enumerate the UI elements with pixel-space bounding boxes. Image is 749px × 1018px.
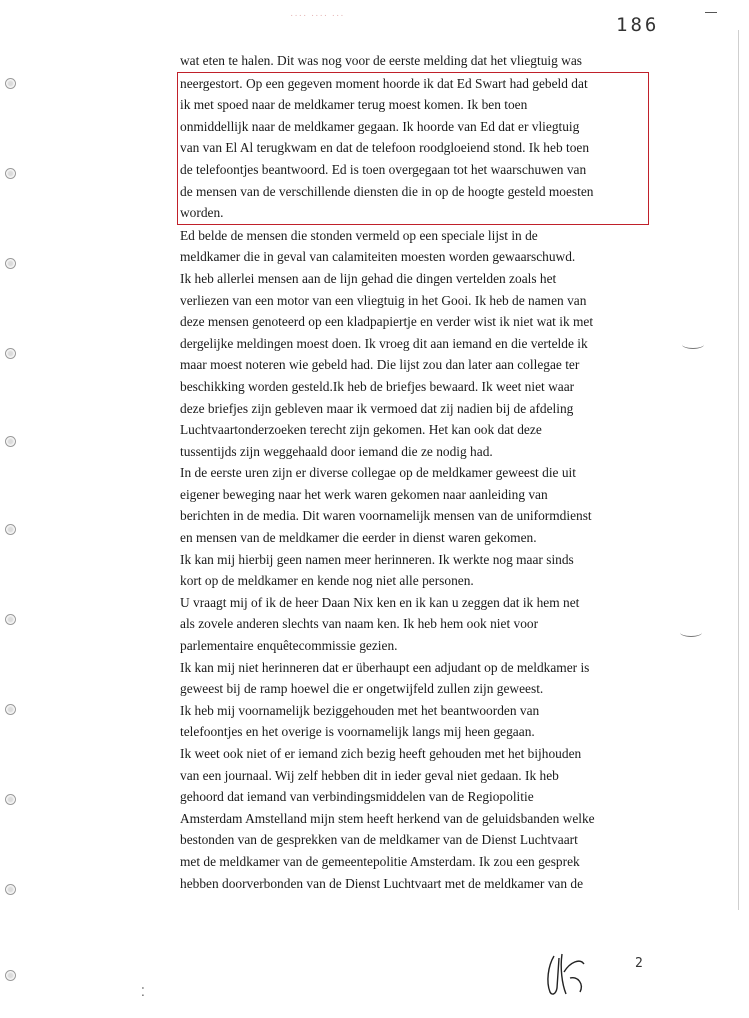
text-line: gehoord dat iemand van verbindingsmiddelen van de Regiopolitie <box>180 789 534 805</box>
statement-text <box>180 50 648 894</box>
red-highlight-box <box>177 72 649 225</box>
text-line: maar moest noteren wie gebeld had. Die lijst zou dan later aan collegae ter <box>180 357 580 373</box>
margin-mark <box>682 340 704 349</box>
binder-hole-icon <box>5 704 16 715</box>
text-line: Ik heb allerlei mensen aan de lijn gehad die dingen vertelden zoals het <box>180 270 557 286</box>
text-line: Ik heb mij voornamelijk beziggehouden met het beantwoorden van <box>180 702 540 718</box>
text-line: dergelijke meldingen moest doen. Ik vroeg dit aan iemand en die vertelde ik <box>180 335 588 351</box>
text-line: Ik weet ook niet of er iemand zich bezig heeft gehouden met het bijhouden <box>180 746 582 761</box>
text-line: parlementaire enquêtecommissie gezien. <box>180 638 398 654</box>
faint-header-mark: ˙˙˙˙ ˙˙˙˙ ˙˙˙ <box>290 14 345 25</box>
text-line: onmiddellijk naar de meldkamer gegaan. Ik hoorde van Ed dat er vliegtuig <box>180 118 580 134</box>
text-line: geweest bij de ramp hoewel die er ongetwijfeld zullen zijn geweest. <box>180 681 544 697</box>
text-line: eigener beweging naar het werk waren gekomen naar aanleiding van <box>180 486 548 502</box>
text-line: tussentijds zijn weggehaald door iemand die ze nodig had. <box>180 443 493 459</box>
binder-hole-icon <box>5 970 16 981</box>
text-line: ik met spoed naar de meldkamer terug moest komen. Ik ben toen <box>180 97 528 113</box>
text-line: wat eten te halen. Dit was nog voor de eerste melding dat het vliegtuig was <box>180 53 582 68</box>
text-line: meldkamer die in geval van calamiteiten moesten worden gewaarschuwd. <box>180 249 576 265</box>
binder-hole-icon <box>5 78 16 89</box>
text-line: beschikking worden gesteld.Ik heb de briefjes bewaard. Ik weet niet waar <box>180 378 575 394</box>
text-line: Luchtvaartonderzoeken terecht zijn gekomen. Het kan ook dat deze <box>180 422 542 438</box>
margin-mark <box>680 628 702 637</box>
page-number: 186 <box>616 14 660 36</box>
binder-hole-icon <box>5 168 16 179</box>
text-line: berichten in de media. Dit waren voornamelijk mensen van de uniformdienst <box>180 508 592 524</box>
text-line: de telefoontjes beantwoord. Ed is toen overgegaan tot het waarschuwen van <box>180 161 587 177</box>
scan-speck: ⁚ <box>141 985 145 999</box>
scan-edge-line <box>738 30 739 910</box>
text-line: verliezen van een motor van een vliegtuig in het Gooi. Ik heb de namen van <box>180 292 587 308</box>
text-line: Ed belde de mensen die stonden vermeld op een speciale lijst in de <box>180 227 538 243</box>
text-line: de mensen van de verschillende diensten die in op de hoogte gesteld moesten <box>180 183 594 199</box>
binder-hole-icon <box>5 614 16 625</box>
text-line: Ik kan mij hierbij geen namen meer herinneren. Ik werkte nog maar sinds <box>180 551 574 567</box>
footer-page-number: 2 <box>635 956 643 971</box>
binder-hole-icon <box>5 884 16 895</box>
text-line: van een journaal. Wij zelf hebben dit in ieder geval niet gedaan. Ik heb <box>180 767 559 783</box>
text-line: U vraagt mij of ik de heer Daan Nix ken en ik kan u zeggen dat ik hem net <box>180 594 580 610</box>
handwritten-initials-icon <box>540 948 610 1005</box>
text-line: deze briefjes zijn gebleven maar ik vermoed dat zij nadien bij de afdeling <box>180 400 574 416</box>
text-line: Ik kan mij niet herinneren dat er überhaupt een adjudant op de meldkamer is <box>180 659 590 675</box>
binder-hole-icon <box>5 258 16 269</box>
text-line: deze mensen genoteerd op een kladpapiertje en verder wist ik niet wat ik met <box>180 314 594 330</box>
binder-hole-icon <box>5 348 16 359</box>
text-line: kort op de meldkamer en kende nog niet alle personen. <box>180 573 474 589</box>
text-line: neergestort. Op een gegeven moment hoorde ik dat Ed Swart had gebeld dat <box>180 75 588 91</box>
text-line: met de meldkamer van de gemeentepolitie Amsterdam. Ik zou een gesprek <box>180 853 580 869</box>
text-line: telefoontjes en het overige is voornamelijk langs mij heen gegaan. <box>180 724 535 740</box>
binder-hole-icon <box>5 436 16 447</box>
scan-dash <box>705 12 717 13</box>
binder-hole-icon <box>5 524 16 535</box>
text-line: In de eerste uren zijn er diverse collegae op de meldkamer geweest die uit <box>180 465 576 481</box>
text-line: hebben doorverbonden van de Dienst Luchtvaart met de meldkamer van de <box>180 875 584 891</box>
text-line: bestonden van de gesprekken van de meldkamer van de Dienst Luchtvaart <box>180 832 578 848</box>
text-line: van van El Al terugkwam en dat de telefoon roodgloeiend stond. Ik heb toen <box>180 140 590 156</box>
binder-hole-icon <box>5 794 16 805</box>
text-line: worden. <box>180 205 224 221</box>
text-line: en mensen van de meldkamer die eerder in dienst waren gekomen. <box>180 530 537 546</box>
text-line: als zovele anderen slechts van naam ken. Ik heb hem ook niet voor <box>180 616 539 632</box>
text-line: Amsterdam Amstelland mijn stem heeft herkend van de geluidsbanden welke <box>180 810 595 826</box>
